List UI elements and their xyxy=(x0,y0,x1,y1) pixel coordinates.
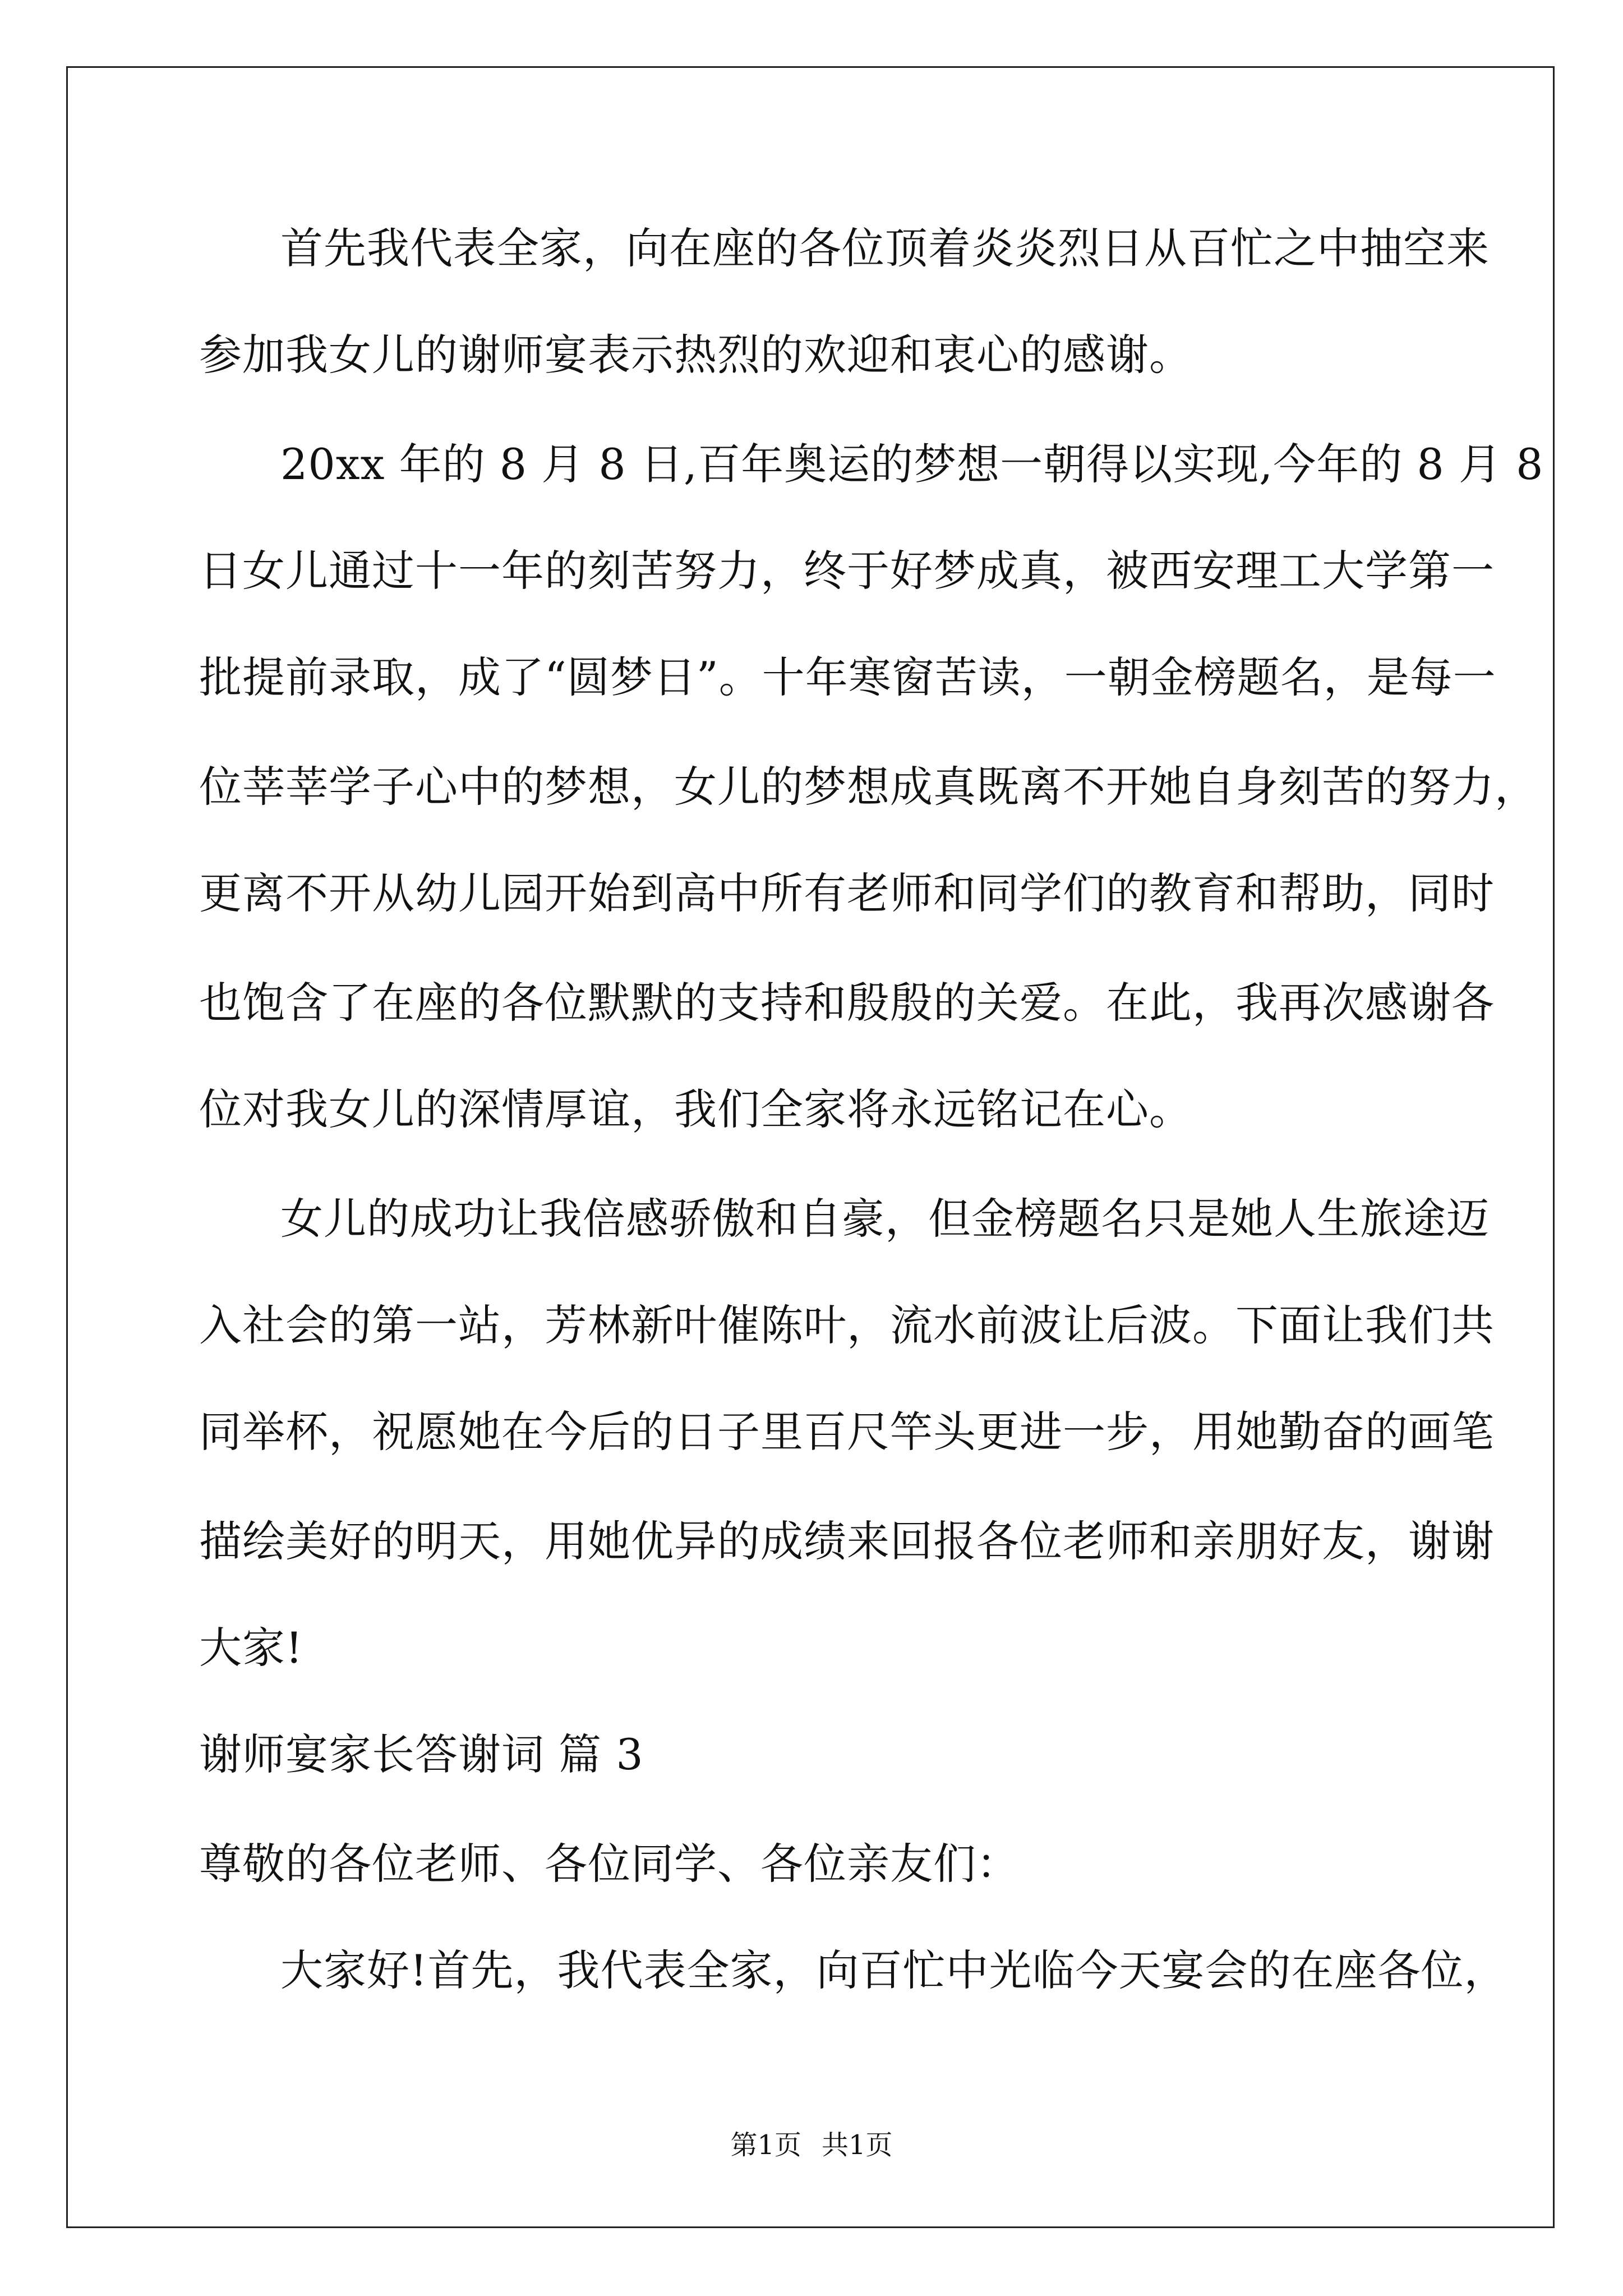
paragraph-3-line-1: 女儿的成功让我倍感骄傲和自豪，但金榜题名只是她人生旅途迈 xyxy=(280,1194,1490,1244)
page-total: 共1页 xyxy=(822,2129,893,2161)
paragraph-2-line-6: 也饱含了在座的各位默默的支持和殷殷的关爱。在此，我再次感谢各 xyxy=(199,978,1495,1028)
page-border xyxy=(66,66,1555,2228)
paragraph-2-line-4: 位莘莘学子心中的梦想，女儿的梦想成真既离不开她自身刻苦的努力， xyxy=(199,762,1538,812)
salutation: 尊敬的各位老师、各位同学、各位亲友们： xyxy=(199,1839,1020,1889)
paragraph-2-line-2: 日女儿通过十一年的刻苦努力，终于好梦成真，被西安理工大学第一 xyxy=(199,546,1495,596)
paragraph-1-line-1: 首先我代表全家，向在座的各位顶着炎炎烈日从百忙之中抽空来 xyxy=(280,223,1490,273)
paragraph-2-line-3: 批提前录取，成了“圆梦日”。十年寒窗苦读，一朝金榜题名，是每一 xyxy=(199,652,1496,702)
paragraph-4-line-1: 大家好!首先，我代表全家，向百忙中光临今天宴会的在座各位， xyxy=(280,1945,1507,1995)
paragraph-1-line-2: 参加我女儿的谢师宴表示热烈的欢迎和衷心的感谢。 xyxy=(199,330,1192,380)
paragraph-3-line-5: 大家! xyxy=(199,1623,303,1673)
paragraph-2-line-7: 位对我女儿的深情厚谊，我们全家将永远铭记在心。 xyxy=(199,1084,1192,1134)
paragraph-3-line-2: 入社会的第一站，芳林新叶催陈叶，流水前波让后波。下面让我们共 xyxy=(199,1300,1495,1350)
paragraph-3-line-3: 同举杯，祝愿她在今后的日子里百尺竿头更进一步，用她勤奋的画笔 xyxy=(199,1407,1495,1457)
paragraph-3-line-4: 描绘美好的明天，用她优异的成绩来回报各位老师和亲朋好友，谢谢 xyxy=(199,1516,1495,1566)
paragraph-2-line-5: 更离不开从幼儿园开始到高中所有老师和同学们的教育和帮助，同时 xyxy=(199,868,1495,918)
section-heading: 谢师宴家长答谢词 篇 3 xyxy=(199,1729,644,1779)
page-footer xyxy=(0,2123,1623,2162)
paragraph-2-line-1: 20xx 年的 8 月 8 日,百年奥运的梦想一朝得以实现,今年的 8 月 8 xyxy=(280,439,1544,489)
page-number: 第1页 xyxy=(730,2129,801,2161)
